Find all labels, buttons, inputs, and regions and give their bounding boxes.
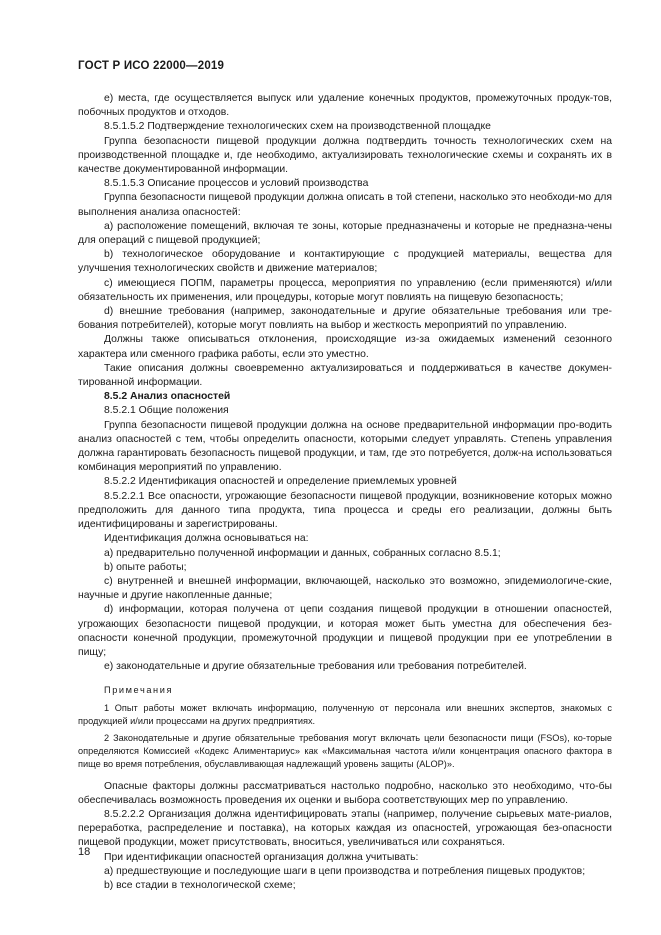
document-header: ГОСТ Р ИСО 22000—2019 [78,60,225,72]
paragraph: d) информации, которая получена от цепи создания пищевой продукции в отношении опасностей, угрожающих безопасности пищевой продукции, и которая может быть уместна для обеспечения без-опасности конечной продукции, промежуточной продукции и пищевой продукции при ее употреблении в пищу; [78,604,612,658]
paragraph: с) внутренней и внешней информации, включающей, насколько это возможно, эпидемиологиче-ские, научные и другие накопленные данные; [78,575,612,602]
paragraph: 8.5.2.2.1 Все опасности, угрожающие безопасности пищевой продукции, возникновение которых можно предположить для данного типа продукта, типа процесса и среды его реализации, должны быть идентифицированы и зарегистрированы. [78,490,612,531]
paragraphs-bottom [78,780,612,894]
paragraph: е) законодательные и другие обязательные требования или требования потребителей. [104,661,527,673]
note-item: 2 Законодательные и другие обязательные требования могут включать цели безопасности пищи (FSOs), ко-торые определяются Комиссией «Кодекс Алиментариус» как «Максимальная частота и/или концентрация опасного фактора в пище во время потребления, обуславливающая надлежащий уровень защиты (ALOP)». [78,732,612,769]
paragraph: 8.5.1.5.3 Описание процессов и условий производства [104,178,369,190]
paragraph: При идентификации опасностей организация должна учитывать: [104,851,419,863]
paragraph: Должны также описываться отклонения, происходящие из-за ожидаемых изменений сезонного характера или сменного графика работы, если это уместно. [78,334,612,360]
paragraph: а) расположение помещений, включая те зоны, которые предназначены и которые не предназна-чены для операций с пищевой продукцией; [78,220,612,247]
paragraph: Группа безопасности пищевой продукции должна на основе предварительной информации про-водить анализ опасностей с тем, чтобы определить опасности, которыми следует управлять. Степень управления должна гарантировать безопасность пищевой продукции, и там, где это потребуется, долж-на использоваться комбинация мероприятий по управлению. [78,419,612,474]
notes-list [78,702,612,771]
paragraph: Группа безопасности пищевой продукции должна описать в той степени, насколько это необходи-мо для выполнения анализа опасностей: [78,192,612,218]
paragraph: d) внешние требования (например, законодательные и другие обязательные требования или тре-бования потребителей), которые могут повлиять на выбор и жесткость мероприятий по управлению. [78,306,612,332]
paragraph: Группа безопасности пищевой продукции должна подтвердить точность технологических схем на производственной площадке и, где необходимо, актуализировать технологические схемы и сохранять их в качестве документированной информации. [78,135,612,176]
paragraph: а) предшествующие и последующие шаги в цепи производства и потребления пищевых продуктов; [104,865,586,877]
section-heading: 8.5.2 Анализ опасностей [104,391,231,403]
paragraph: а) предварительно полученной информации и данных, собранных согласно 8.5.1; [104,547,501,559]
paragraph: 8.5.1.5.2 Подтверждение технологических схем на производственной площадке [104,121,491,133]
paragraph: Такие описания должны своевременно актуализироваться и поддерживаться в качестве докумен-тированной информации. [78,362,612,389]
paragraph: е) места, где осуществляется выпуск или удаление конечных продуктов, промежуточных продук-тов, побочных продуктов и отходов. [78,93,612,119]
paragraph: b) технологическое оборудование и контактирующие с продукцией материалы, вещества для улучшения технологических свойств и движение материалов; [78,249,612,275]
document-body [78,92,612,893]
paragraph: с) имеющиеся ПОПМ, параметры процесса, мероприятия по управлению (если применяются) и/или обязательность их применения, или процедуры, которые могут повлиять на пищевую безопасность; [78,277,612,303]
notes-title: Примечания [104,685,174,696]
page-number: 18 [78,846,91,858]
note-item: 1 Опыт работы может включать информацию, полученную от персонала или внешних экспертов, знакомых с продукцией и/или процессами на других предприятиях. [78,702,612,726]
paragraph: Опасные факторы должны рассматриваться настолько подробно, насколько это необходимо, что-бы обеспечивалась возможность проведения их оценки и выбора соответствующих мер по управлению. [78,780,612,806]
notes-block [78,683,612,770]
paragraph: b) все стадии в технологической схеме; [104,879,296,891]
paragraph: b) опыте работы; [104,561,187,573]
paragraph: 8.5.2.2.2 Организация должна идентифицировать этапы (например, получение сырьевых мате-риалов, переработка, распределение и поставка), на которых каждая из опасностей, угрожающая без-опасности пищевой продукции, может присутствовать, вноситься, увеличиваться или сохраняться. [78,808,612,849]
paragraph: 8.5.2.1 Общие положения [104,405,229,417]
paragraph: Идентификация должна основываться на: [104,533,309,545]
paragraph: 8.5.2.2 Идентификация опасностей и определение приемлемых уровней [104,476,457,488]
paragraphs-top [78,92,612,674]
